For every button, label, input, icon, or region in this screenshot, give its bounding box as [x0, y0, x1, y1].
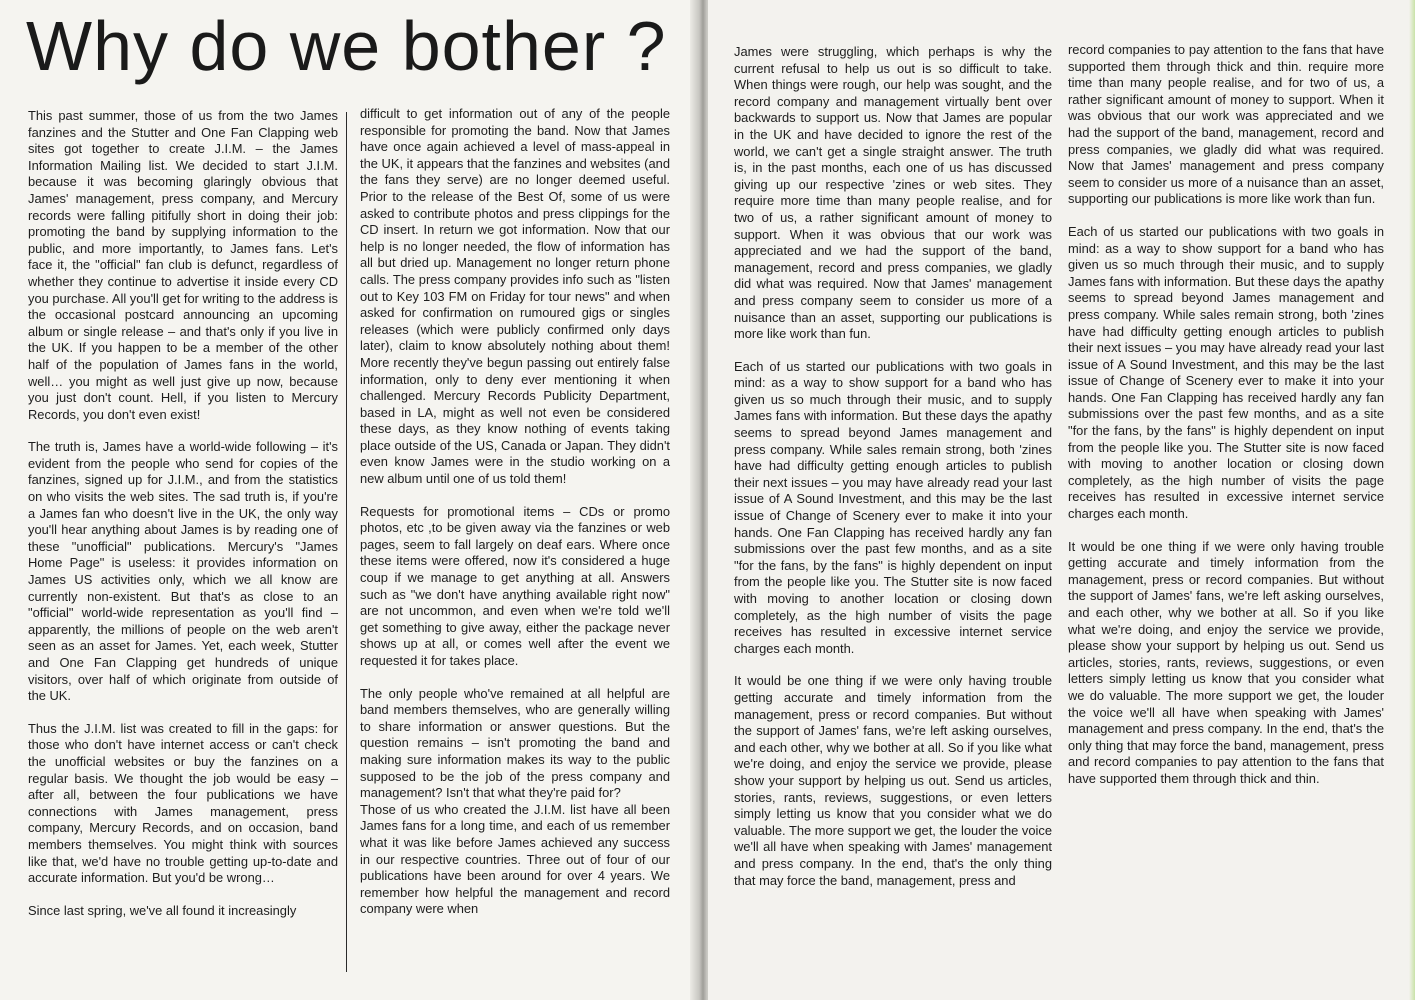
column-4 — [1068, 42, 1384, 788]
column-divider — [346, 112, 347, 972]
paragraph: It would be one thing if we were only having trouble getting accurate and timely information from the management, press or record companies. But without the support of James' fans, we're left asking ourselves, and each other, why we bother at all. So if you like what we're doing, and enjoy the service we provide, please show your support by helping us out. Send us articles, stories, rants, reviews, suggestions, or even letters simply letting us know that you consider what we do valuable. The more support we get, the louder the voice we'll all have when speaking with James' management and press company. In the end, that's the only thing that may force the band, management, press and — [734, 673, 1052, 888]
right-page — [708, 0, 1415, 1000]
left-page — [0, 0, 700, 1000]
article-headline: Why do we bother ? — [26, 7, 667, 85]
column-2 — [360, 106, 670, 918]
paragraph: It would be one thing if we were only having trouble getting accurate and timely information from the management, press or record companies. But without the support of James' fans, we're left asking ourselves, and each other, why we bother at all. So if you like what we're doing, and enjoy the service we provide, please show your support by helping us out. Send us articles, stories, rants, reviews, suggestions, or even letters simply letting us know that you consider what we do valuable. The more support we get, the louder the voice we'll all have when speaking with James' management and press company. In the end, that's the only thing that may force the band, management, press and record companies to pay attention to the fans that have supported them through thick and thin. — [1068, 538, 1384, 786]
paragraph: Each of us started our publications with two goals in mind: as a way to show support for a band who has given us so much through their music, and to supply James fans with information. But these days the apathy seems to spread beyond James management and press company. While sales remain strong, both 'zines have had difficulty getting enough articles to publish their next issues – you may have already read your last issue of A Sound Investment, and this may be the last issue of Change of Scenery ever to make it into your hands. One Fan Clapping has received hardly any fan submissions over the past few months, and as a site "for the fans, by the fans" is highly dependent on input from the people like you. The Stutter site is now faced with moving to another location or closing down completely, as the high number of visits the page receives has resulted in excessive internet service charges each month. — [1068, 223, 1384, 522]
paragraph: Since last spring, we've all found it increasingly — [28, 902, 297, 918]
paragraph: Each of us started our publications with two goals in mind: as a way to show support for a band who has given us so much through their music, and to supply James fans with information. But these days the apathy seems to spread beyond James management and press company. While sales remain strong, both 'zines have had difficulty getting enough articles to publish their next issues – you may have already read your last issue of A Sound Investment, and this may be the last issue of Change of Scenery ever to make it into your hands. One Fan Clapping has received hardly any fan submissions over the past few months, and as a site "for the fans, by the fans" is highly dependent on input from the people like you. The Stutter site is now faced with moving to another location or closing down completely, as the high number of visits the page receives has resulted in excessive internet service charges each month. — [734, 358, 1052, 656]
paragraph: James were struggling, which perhaps is why the current refusal to help us out is so difficult to take. When things were rough, our help was sought, and the record company and management virtually bent over backwards to support us. Now that James are popular in the UK and have decided to ignore the rest of the world, we can't get a single straight answer. The truth is, in the past months, each one of us has discussed giving up our respective 'zines or web sites. They require more time than many people realise, and for two of us, a rather significant amount of money to support. When it was obvious that our work was appreciated and we had the support of the band, management, record and press companies, we gladly did what was required. Now that James' management and press company seem to consider us more of a nuisance than an asset, supporting our publications is more like work than fun. — [734, 44, 1052, 342]
column-3 — [734, 44, 1052, 889]
paragraph: difficult to get information out of any of the people responsible for promoting the band. Now that James have once again achieved a level of mass-appeal in the UK, it appears that the fanzines and websites (and the fans they serve) are no longer deemed useful. Prior to the release of the Best Of, some of us were asked to contribute photos and press clippings for the CD insert. In return we got information. Now that our help is no longer needed, the flow of information has all but dried up. Management no longer return phone calls. The press company provides info such as "listen out to Key 103 FM on Friday for tour news" and when asked for confirmation on rumoured gigs or singles releases (which were publicly confirmed only days later), claim to know absolutely nothing about them! More recently they've begun passing out entirely false information, only to deny ever mentioning it when challenged. Mercury Records Publicity Department, based in LA, might as well not even be considered these days, as they know nothing of events taking place outside of the US, Canada or Japan. They didn't even know James were in the studio working on a new album until one of us told them! — [360, 106, 670, 487]
column-1 — [28, 108, 338, 919]
paragraph: Requests for promotional items – CDs or promo photos, etc ,to be given away via the fanzines or web pages, seem to fall largely on deaf ears. Where once these items were offered, now it's considered a huge coup if we manage to get anything at all. Answers such as "we don't have anything available right now" are not uncommon, and even when we're told we'll get something to give away, either the package never shows up at all, or comes well after the event we requested it for takes place. — [360, 503, 670, 668]
page-edge — [1409, 0, 1415, 1000]
paragraph: record companies to pay attention to the fans that have supported them through thick and thin. require more time than many people realise, and for two of us, a rather significant amount of money to support. When it was obvious that our work was appreciated and we had the support of the band, management, record and press companies, we gladly did what was required. Now that James' management and press company seem to consider us more of a nuisance than an asset, supporting our publications is more like work than fun. — [1068, 42, 1384, 207]
paragraph: The truth is, James have a world-wide following – it's evident from the people who send for copies of the fanzines, signed up for J.I.M., and from the statistics on who visits the web sites. The sad truth is, if you're a James fan who doesn't live in the UK, the only way you'll hear anything about James is by reading one of these "unofficial" publications. Mercury's "James Home Page" is useless: it provides information on James US activities only, which we all know are currently non-existent. But that's as close to an "official" world-wide representation as you'll find – apparently, the millions of people on the web aren't seen as an asset for James. Yet, each week, Stutter and One Fan Clapping get hundreds of unique visitors, over half of which originate from outside of the UK. — [28, 439, 338, 704]
paragraph: This past summer, those of us from the two James fanzines and the Stutter and One Fan Clapping web sites got together to create J.I.M. – the James Information Mailing list. We decided to start J.I.M. because it was becoming glaringly obvious that James' management, press company, and Mercury records were falling pitifully short in doing their job: promoting the band by supplying information to the public, and more importantly, to James fans. Let's face it, the "official" fan club is defunct, regardless of whether they continue to advertise it inside every CD you purchase. All you'll get for writing to the address is the occasional postcard announcing an upcoming album or single release – and that's only if you live in the UK. If you happen to be a member of the other half of the population of James fans in the world, well… you might as well just give up now, because you just don't count. Hell, if you listen to Mercury Records, you don't even exist! — [28, 108, 338, 422]
paragraph: Thus the J.I.M. list was created to fill in the gaps: for those who don't have internet access or can't check the unofficial websites or buy the fanzines on a regular basis. We thought the job would be easy – after all, between the four publications we have connections with James management, press company, Mercury Records, and on occasion, band members themselves. You might think with sources like that, we'd have no trouble getting up-to-date and accurate information. But you'd be wrong… — [28, 720, 338, 886]
paragraph: The only people who've remained at all helpful are band members themselves, who are generally willing to share information or answer questions. But the question remains – isn't promoting the band and making sure information makes its way to the public supposed to be the job of the press company and management? Isn't that what they're paid for? — [360, 685, 670, 801]
paragraph: Those of us who created the J.I.M. list have all been James fans for a long time, and each of us remember what it was like before James achieved any success in our respective countries. Three out of four of our publications have been around for over 4 years. We remember how helpful the management and record company were when — [360, 801, 670, 917]
